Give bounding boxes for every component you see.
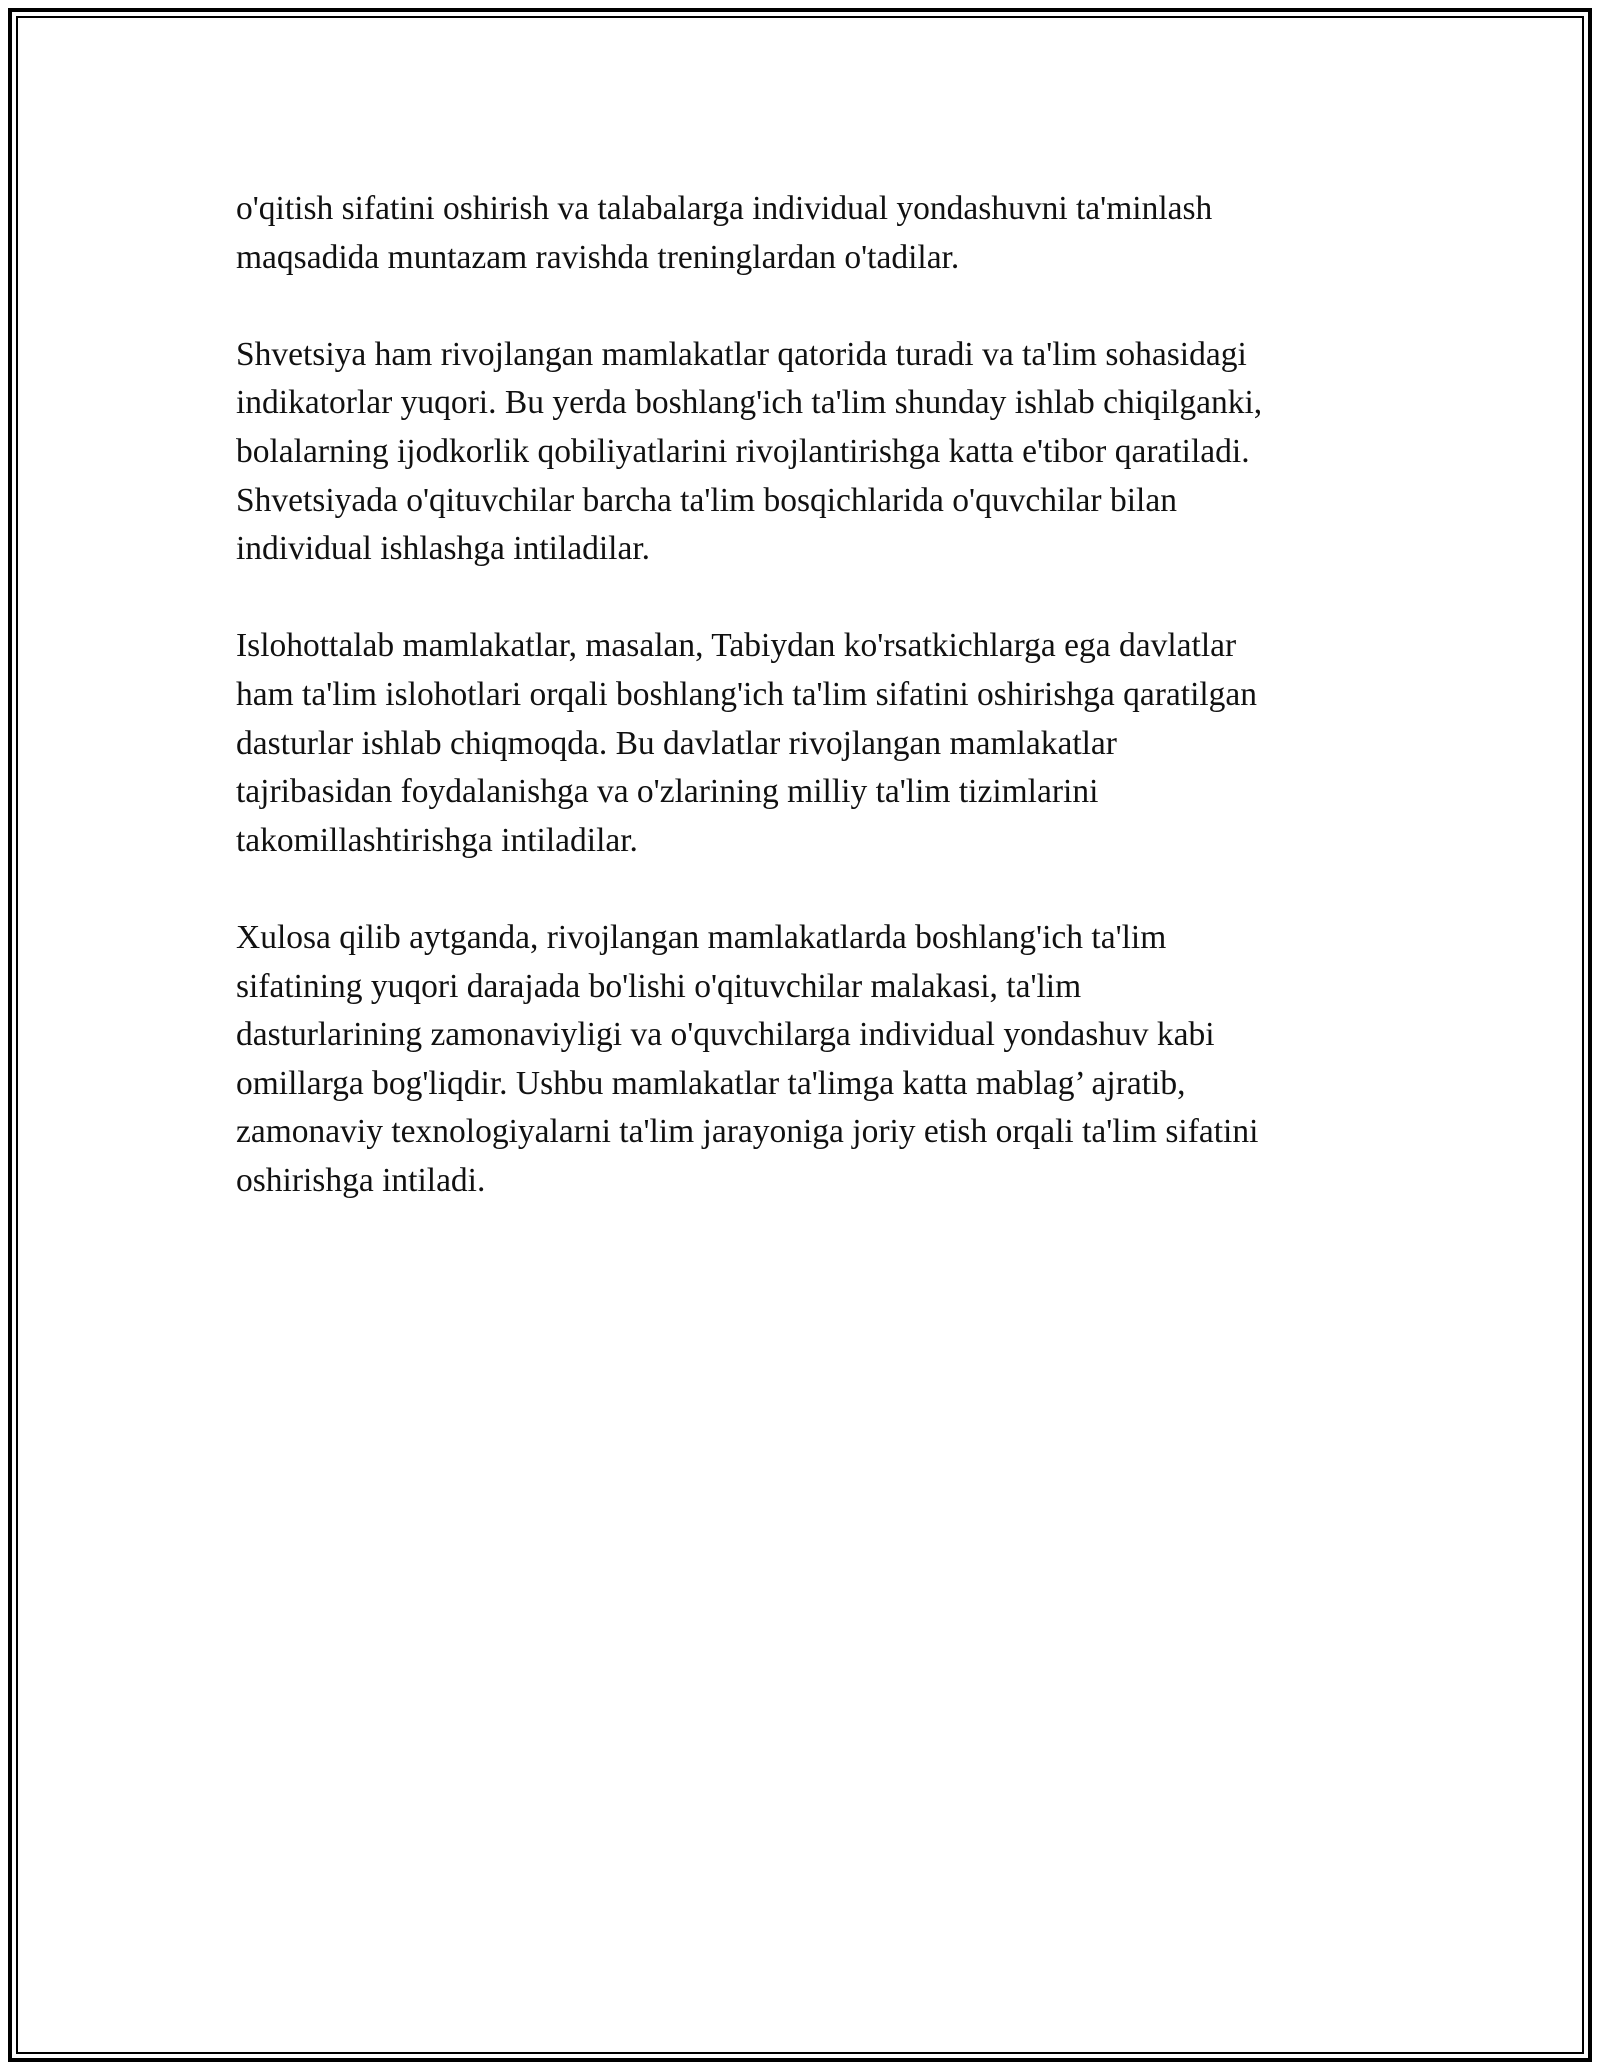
text-line: Xulosa qilib aytganda, rivojlangan mamlakatlarda boshlang'ich ta'lim bbox=[236, 918, 1167, 956]
text-line: omillarga bog'liqdir. Ushbu mamlakatlar ta'limga katta mablag’ ajratib, bbox=[236, 1064, 1186, 1102]
text-line: Shvetsiya ham rivojlangan mamlakatlar qatorida turadi va ta'lim sohasidagi bbox=[236, 335, 1247, 373]
paragraph-3 bbox=[236, 622, 1406, 865]
text-line: oshirishga intiladi. bbox=[236, 1161, 486, 1199]
text-line: takomillashtirishga intiladilar. bbox=[236, 821, 638, 859]
text-line: individual ishlashga intiladilar. bbox=[236, 530, 651, 568]
text-line: zamonaviy texnologiyalarni ta'lim jarayoniga joriy etish orqali ta'lim sifatini bbox=[236, 1113, 1259, 1151]
paragraph-1 bbox=[236, 185, 1406, 282]
text-line: dasturlar ishlab chiqmoqda. Bu davlatlar rivojlangan mamlakatlar bbox=[236, 724, 1117, 762]
text-line: indikatorlar yuqori. Bu yerda boshlang'ich ta'lim shunday ishlab chiqilganki, bbox=[236, 384, 1263, 422]
paragraph-2 bbox=[236, 331, 1406, 574]
text-line: ham ta'lim islohotlari orqali boshlang'ich ta'lim sifatini oshirishga qaratilgan bbox=[236, 675, 1258, 713]
text-line: sifatining yuqori darajada bo'lishi o'qituvchilar malakasi, ta'lim bbox=[236, 967, 1082, 1005]
document-body bbox=[236, 185, 1406, 1254]
text-line: dasturlarining zamonaviyligi va o'quvchilarga individual yondashuv kabi bbox=[236, 1016, 1215, 1054]
text-line: maqsadida muntazam ravishda treninglardan o'tadilar. bbox=[236, 238, 960, 276]
paragraph-4 bbox=[236, 914, 1406, 1206]
text-line: Shvetsiyada o'qituvchilar barcha ta'lim bosqichlarida o'quvchilar bilan bbox=[236, 481, 1177, 519]
text-line: Islohottalab mamlakatlar, masalan, Tabiydan ko'rsatkichlarga ega davlatlar bbox=[236, 627, 1237, 665]
text-line: bolalarning ijodkorlik qobiliyatlarini rivojlantirishga katta e'tibor qaratiladi. bbox=[236, 432, 1250, 470]
text-line: tajribasidan foydalanishga va o'zlarining milliy ta'lim tizimlarini bbox=[236, 773, 1099, 811]
text-line: o'qitish sifatini oshirish va talabalarga individual yondashuvni ta'minlash bbox=[236, 190, 1213, 227]
